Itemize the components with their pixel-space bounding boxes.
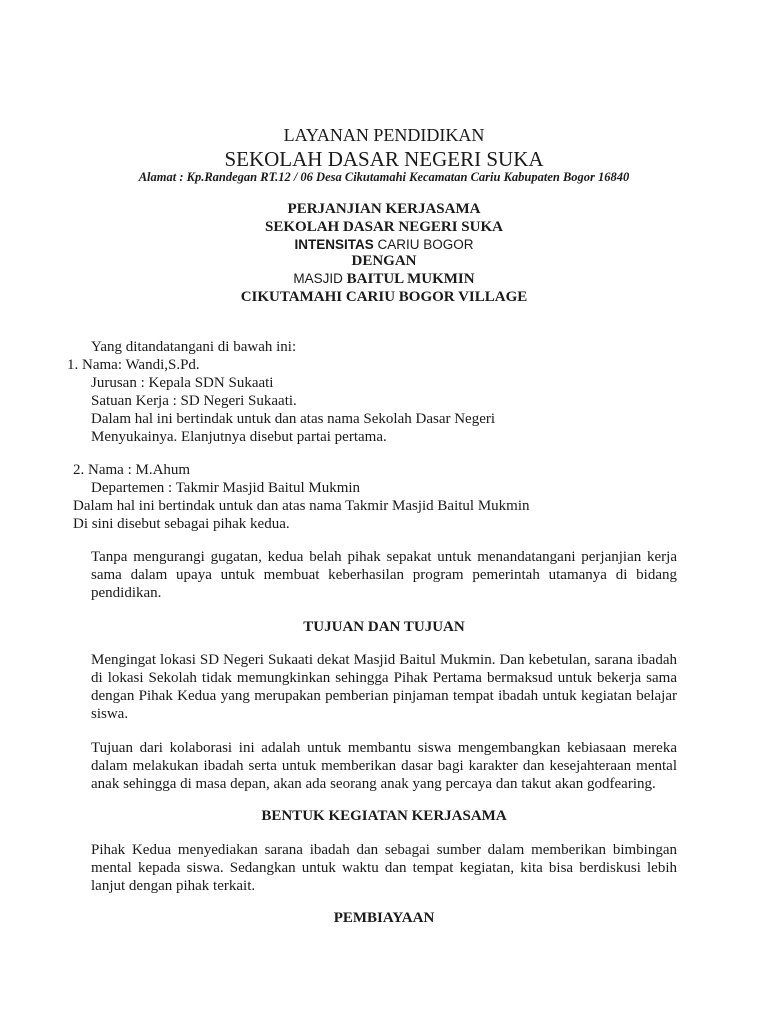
party-two-role-line1: Dalam hal ini bertindak untuk dan atas nama Takmir Masjid Baitul Mukmin: [73, 498, 530, 514]
letterhead-institution: LAYANAN PENDIDIKAN: [283, 125, 485, 145]
mosque-name: BAITUL MUKMIN: [346, 271, 475, 287]
section-title-activity-form: BENTUK KEGIATAN KERJASAMA: [261, 808, 507, 824]
party-two-role-line2: Di sini disebut sebagai pihak kedua.: [73, 516, 290, 532]
party-two-department: Departemen : Takmir Masjid Baitul Mukmin: [91, 480, 361, 496]
masjid-word: MASJID: [293, 271, 347, 286]
party-two-name: 2. Nama : M.Ahum: [73, 462, 191, 478]
intensitas-word: INTENSITAS: [294, 237, 374, 252]
activity-form-paragraph: Pihak Kedua menyediakan sarana ibadah dan sebagai sumber dalam memberikan bimbingan mental kepada siswa. Sedangkan untuk waktu dan tempat kegiatan, kita bisa berdiskusi lebih lanjut dengan pihak terkait.: [91, 842, 677, 894]
agreement-title: PERJANJIAN KERJASAMA: [287, 201, 481, 217]
agreement-party-two: [0, 270, 768, 288]
party-one-satuan-kerja: Satuan Kerja : SD Negeri Sukaati.: [91, 393, 297, 409]
section-title-purpose: TUJUAN DAN TUJUAN: [303, 619, 465, 635]
party-one-jurusan: Jurusan : Kepala SDN Sukaati: [91, 375, 274, 391]
purpose-paragraph-1: Mengingat lokasi SD Negeri Sukaati dekat Masjid Baitul Mukmin. Dan kebetulan, sarana ibadah di lokasi Sekolah tidak memungkinkan sehingga Pihak Pertama bermaksud untuk bekerja sama dengan Pihak Kedua yang merupakan pemberian pinjaman tempat ibadah untuk kegiatan belajar siswa.: [91, 652, 677, 722]
agreement-party-one: SEKOLAH DASAR NEGERI SUKA: [265, 219, 503, 235]
agreement-party-one-location: [0, 236, 768, 254]
party-one-role-line1: Dalam hal ini bertindak untuk dan atas nama Sekolah Dasar Negeri: [91, 411, 496, 427]
party-one-role-line2: Menyukainya. Elanjutnya disebut partai pertama.: [91, 429, 387, 445]
party-one-name: 1. Nama: Wandi,S.Pd.: [67, 357, 200, 373]
parties-intro: Yang ditandatangani di bawah ini:: [91, 339, 297, 355]
agreement-paragraph: Tanpa mengurangi gugatan, kedua belah pihak sepakat untuk menandatangani perjanjian kerja sama dalam upaya untuk membuat keberhasilan program pemerintah utamanya di bidang pendidikan.: [91, 549, 677, 601]
letterhead-school-name: SEKOLAH DASAR NEGERI SUKA: [224, 147, 544, 171]
agreement-party-two-location: CIKUTAMAHI CARIU BOGOR VILLAGE: [240, 289, 528, 305]
purpose-paragraph-2: Tujuan dari kolaborasi ini adalah untuk membantu siswa mengembangkan kebiasaan mereka dalam melakukan ibadah serta untuk memberikan dasar bagi karakter dan kesejahteraan mental anak sehingga di masa depan, akan ada seorang anak yang percaya dan takut akan godfearing.: [91, 740, 677, 792]
agreement-with: DENGAN: [351, 253, 417, 269]
letterhead-address: Alamat : Kp.Randegan RT.12 / 06 Desa Cikutamahi Kecamatan Cariu Kabupaten Bogor 16840: [138, 170, 630, 184]
location-text: CARIU BOGOR: [373, 237, 474, 252]
section-title-funding: PEMBIAYAAN: [333, 910, 435, 926]
